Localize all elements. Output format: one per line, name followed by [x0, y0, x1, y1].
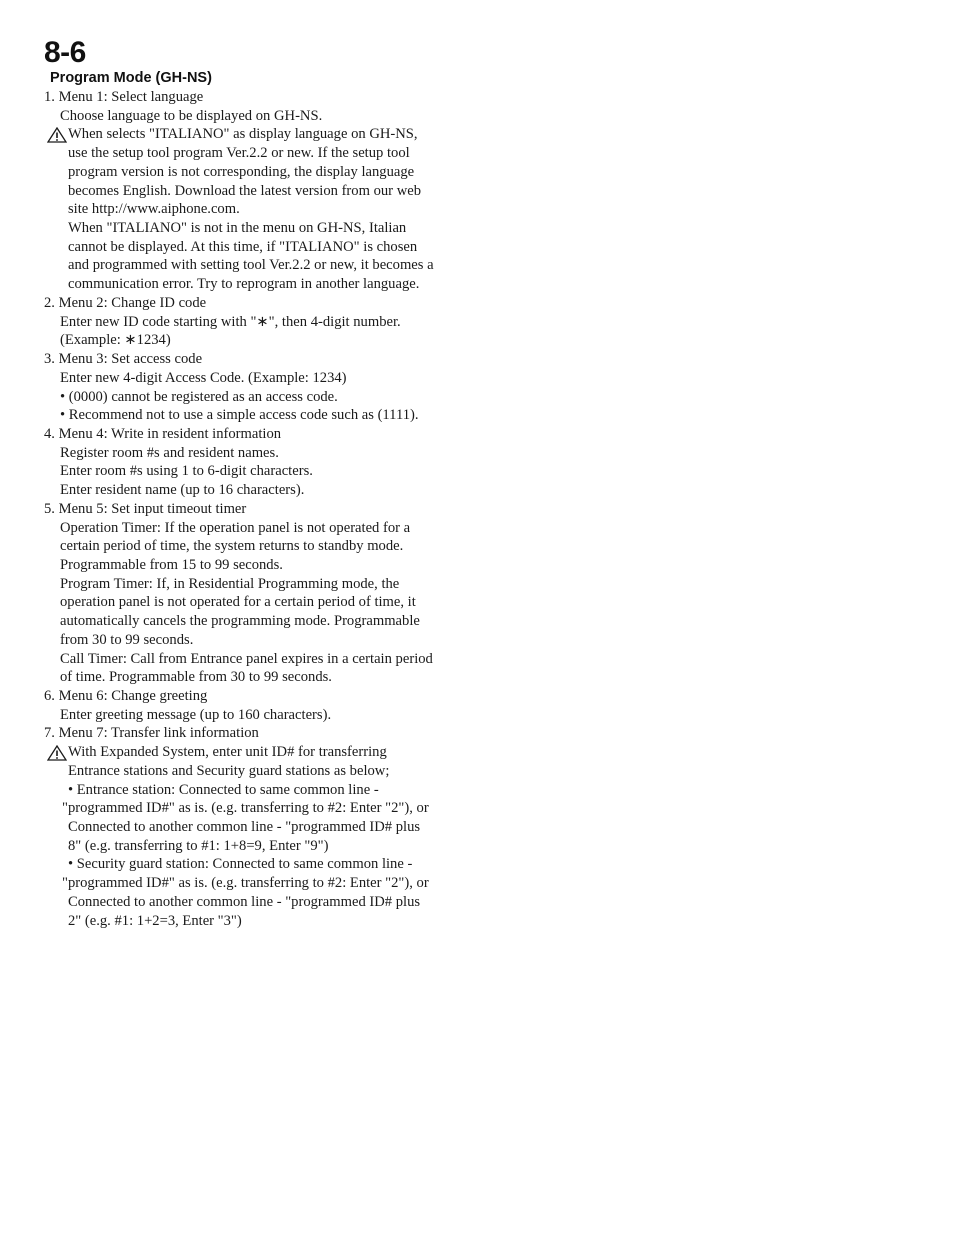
- warning-1-text: and programmed with setting tool Ver.2.2 or new, it becomes a: [68, 257, 434, 274]
- warning-1-text: When selects "ITALIANO" as display language on GH-NS,: [68, 126, 418, 143]
- menu-7-bullet: • Entrance station: Connected to same common line -: [68, 781, 379, 798]
- menu-5-text: operation panel is not operated for a certain period of time, it: [60, 594, 416, 611]
- section-title: Program Mode (GH-NS): [50, 70, 212, 86]
- warning-2-text: Entrance stations and Security guard stations as below;: [68, 762, 390, 779]
- menu-5-heading: 5. Menu 5: Set input timeout timer: [44, 500, 247, 517]
- warning-2-line: [0, 743, 470, 762]
- menu-2-text: (Example: ∗1234): [60, 332, 171, 349]
- menu-7-bullet: • Security guard station: Connected to same common line -: [68, 856, 413, 873]
- menu-5-text: Programmable from 15 to 99 seconds.: [60, 556, 283, 573]
- menu-6-heading: 6. Menu 6: Change greeting: [44, 688, 208, 704]
- warning-icon: [47, 127, 67, 143]
- menu-7-heading: 7. Menu 7: Transfer link information: [44, 725, 259, 742]
- menu-4-text: Register room #s and resident names.: [60, 444, 279, 461]
- menu-1-heading: 1. Menu 1: Select language: [44, 89, 204, 105]
- menu-7-text: Connected to another common line - "programmed ID# plus: [68, 819, 421, 836]
- menu-1-text: Choose language to be displayed on GH-NS.: [60, 107, 323, 124]
- warning-2-text: With Expanded System, enter unit ID# for transferring: [68, 744, 387, 761]
- warning-1-text: cannot be displayed. At this time, if "ITALIANO" is chosen: [68, 238, 418, 255]
- menu-5-text: automatically cancels the programming mode. Programmable: [60, 613, 420, 630]
- warning-1-text: communication error. Try to reprogram in another language.: [68, 276, 420, 293]
- menu-6-text: Enter greeting message (up to 160 characters).: [60, 706, 332, 723]
- menu-5-text: from 30 to 99 seconds.: [60, 631, 194, 648]
- document-body: [0, 88, 470, 930]
- menu-4-text: Enter room #s using 1 to 6-digit characters.: [60, 463, 313, 480]
- warning-icon: [47, 745, 67, 761]
- menu-7-text: Connected to another common line - "programmed ID# plus: [68, 893, 421, 910]
- menu-3-text: Enter new 4-digit Access Code. (Example: 1234): [60, 369, 347, 386]
- menu-5-text: certain period of time, the system returns to standby mode.: [60, 538, 404, 555]
- page-number: 8-6: [44, 36, 86, 69]
- warning-1-text: When "ITALIANO" is not in the menu on GH-NS, Italian: [68, 220, 407, 237]
- menu-3-bullet: • (0000) cannot be registered as an access code.: [60, 388, 338, 405]
- menu-7-text: 2" (e.g. #1: 1+2=3, Enter "3"): [68, 912, 242, 929]
- menu-5-text: Call Timer: Call from Entrance panel expires in a certain period: [60, 650, 433, 667]
- menu-5-text: Program Timer: If, in Residential Programming mode, the: [60, 575, 400, 592]
- menu-7-text: "programmed ID#" as is. (e.g. transferring to #2: Enter "2"), or: [62, 875, 429, 892]
- warning-1-text: site http://www.aiphone.com.: [68, 201, 240, 218]
- menu-4-heading: 4. Menu 4: Write in resident information: [44, 425, 282, 442]
- warning-1-text: becomes English. Download the latest version from our web: [68, 182, 422, 199]
- menu-3-heading: 3. Menu 3: Set access code: [44, 351, 203, 368]
- warning-1-text: use the setup tool program Ver.2.2 or new. If the setup tool: [68, 145, 410, 162]
- menu-2-heading: 2. Menu 2: Change ID code: [44, 294, 207, 311]
- menu-5-text: of time. Programmable from 30 to 99 seconds.: [60, 669, 332, 686]
- menu-5-text: Operation Timer: If the operation panel is not operated for a: [60, 519, 411, 536]
- warning-1-line: [0, 125, 470, 144]
- menu-3-bullet: • Recommend not to use a simple access code such as (1111).: [60, 407, 419, 424]
- warning-1-text: program version is not corresponding, the display language: [68, 163, 415, 180]
- menu-4-text: Enter resident name (up to 16 characters).: [60, 482, 305, 499]
- menu-7-text: 8" (e.g. transferring to #1: 1+8=9, Enter "9"): [68, 837, 329, 854]
- menu-2-text: Enter new ID code starting with "∗", then 4-digit number.: [60, 313, 401, 330]
- menu-7-text: "programmed ID#" as is. (e.g. transferring to #2: Enter "2"), or: [62, 800, 429, 817]
